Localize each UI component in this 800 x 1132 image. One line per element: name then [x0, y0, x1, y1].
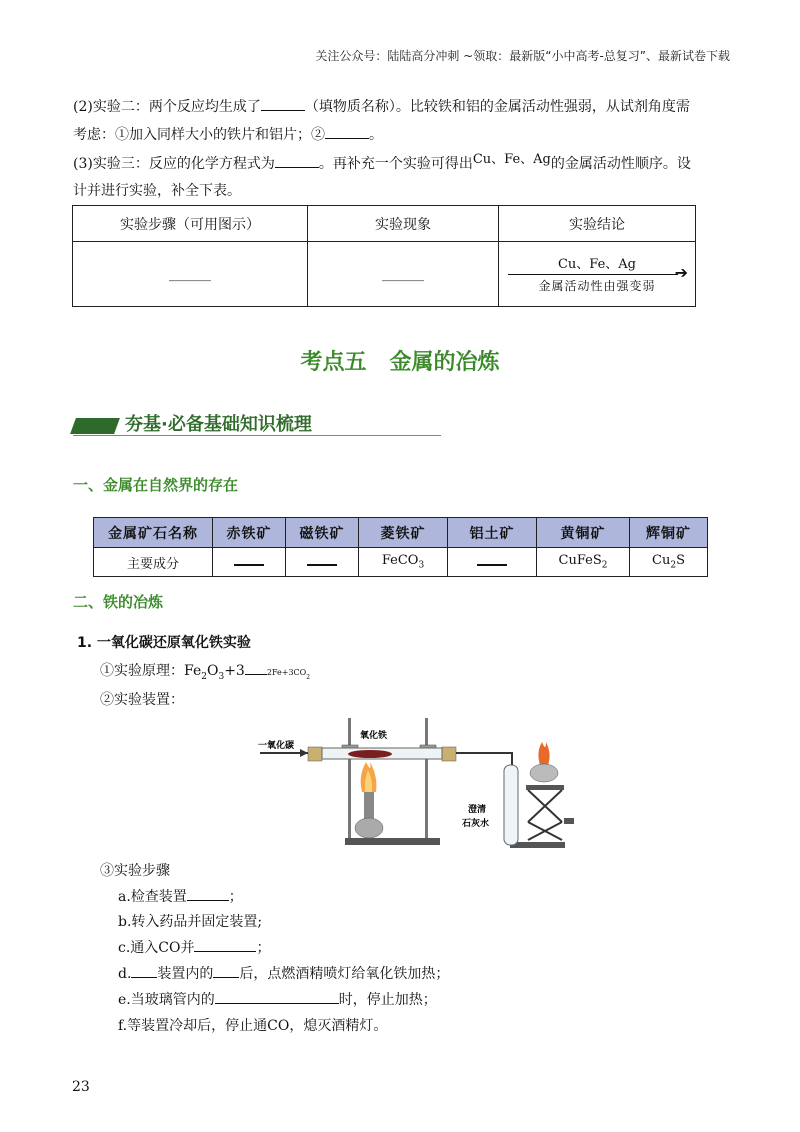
flame-icon [538, 742, 549, 765]
step-text: 时，停止加热； [338, 992, 437, 1008]
formula-subscript: 3 [418, 560, 425, 571]
stand-base-right [510, 842, 565, 848]
label-carbon-monoxide: 一氧化碳 [258, 741, 295, 751]
section-title-1: 一、金属在自然界的存在 [73, 476, 239, 494]
formula-subscript: 3 [218, 671, 225, 682]
table-cell-steps[interactable]: ______ [73, 242, 308, 307]
blank-field[interactable] [477, 554, 507, 566]
principle-line [100, 660, 310, 682]
ore-cell-magnetite[interactable] [286, 548, 359, 577]
table-cell-conclusion [499, 242, 696, 307]
formula-subscript: 2 [201, 671, 207, 682]
formula-products: 2Fe+3CO [266, 668, 307, 677]
section-title-2: 二、铁的冶炼 [73, 593, 164, 611]
alcohol-lamp [530, 764, 558, 782]
exp2-line1 [73, 96, 690, 118]
subsection-title: 1. 一氧化碳还原氧化铁实验 [77, 635, 251, 651]
ore-cell-hematite[interactable] [213, 548, 286, 577]
formula-text: O [206, 663, 219, 679]
step-text: d. [118, 966, 132, 982]
ore-header-chalcocite: 辉铜矿 [630, 518, 708, 548]
inlet-arrow-icon [300, 749, 308, 757]
exp3-line1 [73, 153, 691, 176]
blank-field[interactable] [215, 990, 339, 1004]
step-text: ； [256, 940, 271, 956]
formula-subscript: 2 [601, 560, 608, 571]
ore-cell-siderite [359, 548, 448, 577]
arrow-top-label: Cu、Fe、Ag [557, 257, 637, 272]
ore-table [93, 517, 708, 577]
arrow-head-icon: ➔ [674, 263, 688, 282]
exp3-line2: 计并进行实验，补全下表。 [73, 183, 241, 199]
formula-subscript: 2 [670, 560, 677, 571]
apparatus-label: ②实验装置： [100, 692, 184, 708]
table-header-steps: 实验步骤（可用图示） [73, 206, 308, 242]
blank-field[interactable] [187, 887, 229, 901]
banner-bar [70, 418, 120, 434]
step-d [118, 963, 449, 983]
label-limewater-2: 石灰水 [462, 819, 490, 829]
blank-field[interactable] [213, 964, 239, 978]
step-text: e.当玻璃管内的 [118, 992, 215, 1008]
lab-jack-knob [564, 818, 574, 824]
ore-header-name: 金属矿石名称 [94, 518, 213, 548]
exp2-text-d: 。 [369, 127, 383, 143]
table-header-phenomenon: 实验现象 [308, 206, 499, 242]
chapter-title: 考点五 金属的冶炼 [300, 350, 500, 375]
formula-text: CuFeS [558, 553, 602, 569]
stopper-left [308, 747, 322, 761]
lamp-stem [364, 792, 374, 822]
formula-subscript: 2 [306, 673, 311, 681]
exp2-text-a: (2)实验二：两个反应均生成了 [73, 99, 261, 115]
ore-header-siderite: 菱铁矿 [359, 518, 448, 548]
stand-rod-left [348, 718, 351, 838]
step-text: a.检查装置 [118, 889, 187, 905]
step-text: ； [228, 889, 243, 905]
step-text: c.通入CO并 [118, 940, 195, 956]
ore-header-magnetite: 磁铁矿 [286, 518, 359, 548]
label-iron-oxide: 氧化铁 [360, 731, 388, 741]
blank-field[interactable] [245, 662, 267, 675]
ore-row-label: 主要成分 [94, 548, 213, 577]
exp3-text-c: 的金属活动性顺序。设 [550, 156, 691, 172]
step-e [118, 989, 437, 1009]
steps-title: ③实验步骤 [100, 863, 170, 879]
ore-cell-chalcopyrite [537, 548, 630, 577]
exp2-text-c: 考虑：①加入同样大小的铁片和铝片；② [73, 127, 325, 143]
banner-title: 夯基·必备基础知识梳理 [125, 414, 312, 435]
stopper-right [442, 747, 456, 761]
step-b: b.转入药品并固定装置; [118, 914, 263, 930]
page-header: 关注公众号：陆陆高分冲刺 ~领取：最新版“小中高考-总复习”、最新试卷下载 [315, 49, 730, 63]
ore-header-hematite: 赤铁矿 [213, 518, 286, 548]
blank-field[interactable] [261, 97, 305, 111]
step-c [118, 937, 270, 957]
stand-base-mid [400, 838, 440, 845]
table-cell-phenomenon[interactable]: ______ [308, 242, 499, 307]
stand-rod-mid [425, 718, 428, 838]
principle-label: ①实验原理：Fe [100, 663, 202, 679]
formula-text: S [676, 553, 685, 569]
exp3-text-a: (3)实验三：反应的化学方程式为 [73, 156, 275, 172]
arrow-bottom-label: 金属活动性由强变弱 [538, 279, 656, 293]
step-a [118, 886, 243, 906]
test-tube [504, 765, 518, 845]
section-banner [73, 408, 441, 438]
formula-text: +3 [224, 663, 245, 679]
lamp-body [355, 818, 383, 838]
arrow-line [508, 274, 678, 275]
exp3-metals: Cu、Fe、Ag [472, 152, 551, 167]
ore-header-chalcopyrite: 黄铜矿 [537, 518, 630, 548]
exp2-text-b: （填物质名称）。比较铁和铝的金属活动性强弱，从试剂角度需 [304, 99, 690, 115]
experiment-table [72, 205, 696, 307]
activity-arrow [502, 251, 692, 297]
blank-field[interactable] [275, 154, 319, 168]
ore-header-bauxite: 铝土矿 [448, 518, 537, 548]
exp3-text-b: 。再补充一个实验可得出 [318, 156, 473, 172]
label-limewater-1: 澄清 [468, 805, 487, 815]
iron-oxide [348, 750, 392, 758]
page-number: 23 [72, 1079, 90, 1095]
formula-text: Cu [652, 553, 671, 569]
blank-field[interactable] [325, 125, 369, 139]
blank-field[interactable] [131, 964, 157, 978]
step-text: 装置内的 [157, 966, 214, 982]
exp2-line2 [73, 124, 383, 146]
lab-jack-top [526, 785, 564, 790]
apparatus-diagram [250, 710, 580, 858]
banner-underline [73, 435, 441, 436]
ore-cell-bauxite[interactable] [448, 548, 537, 577]
step-f: f.等装置冷却后，停止通CO，熄灭酒精灯。 [118, 1018, 388, 1034]
table-header-conclusion: 实验结论 [499, 206, 696, 242]
ore-cell-chalcocite [630, 548, 708, 577]
formula-text: FeCO [381, 553, 419, 569]
blank-field[interactable] [234, 554, 264, 566]
blank-field[interactable] [307, 554, 337, 566]
blank-field[interactable] [194, 938, 256, 952]
step-text: 后，点燃酒精喷灯给氧化铁加热； [239, 966, 450, 982]
